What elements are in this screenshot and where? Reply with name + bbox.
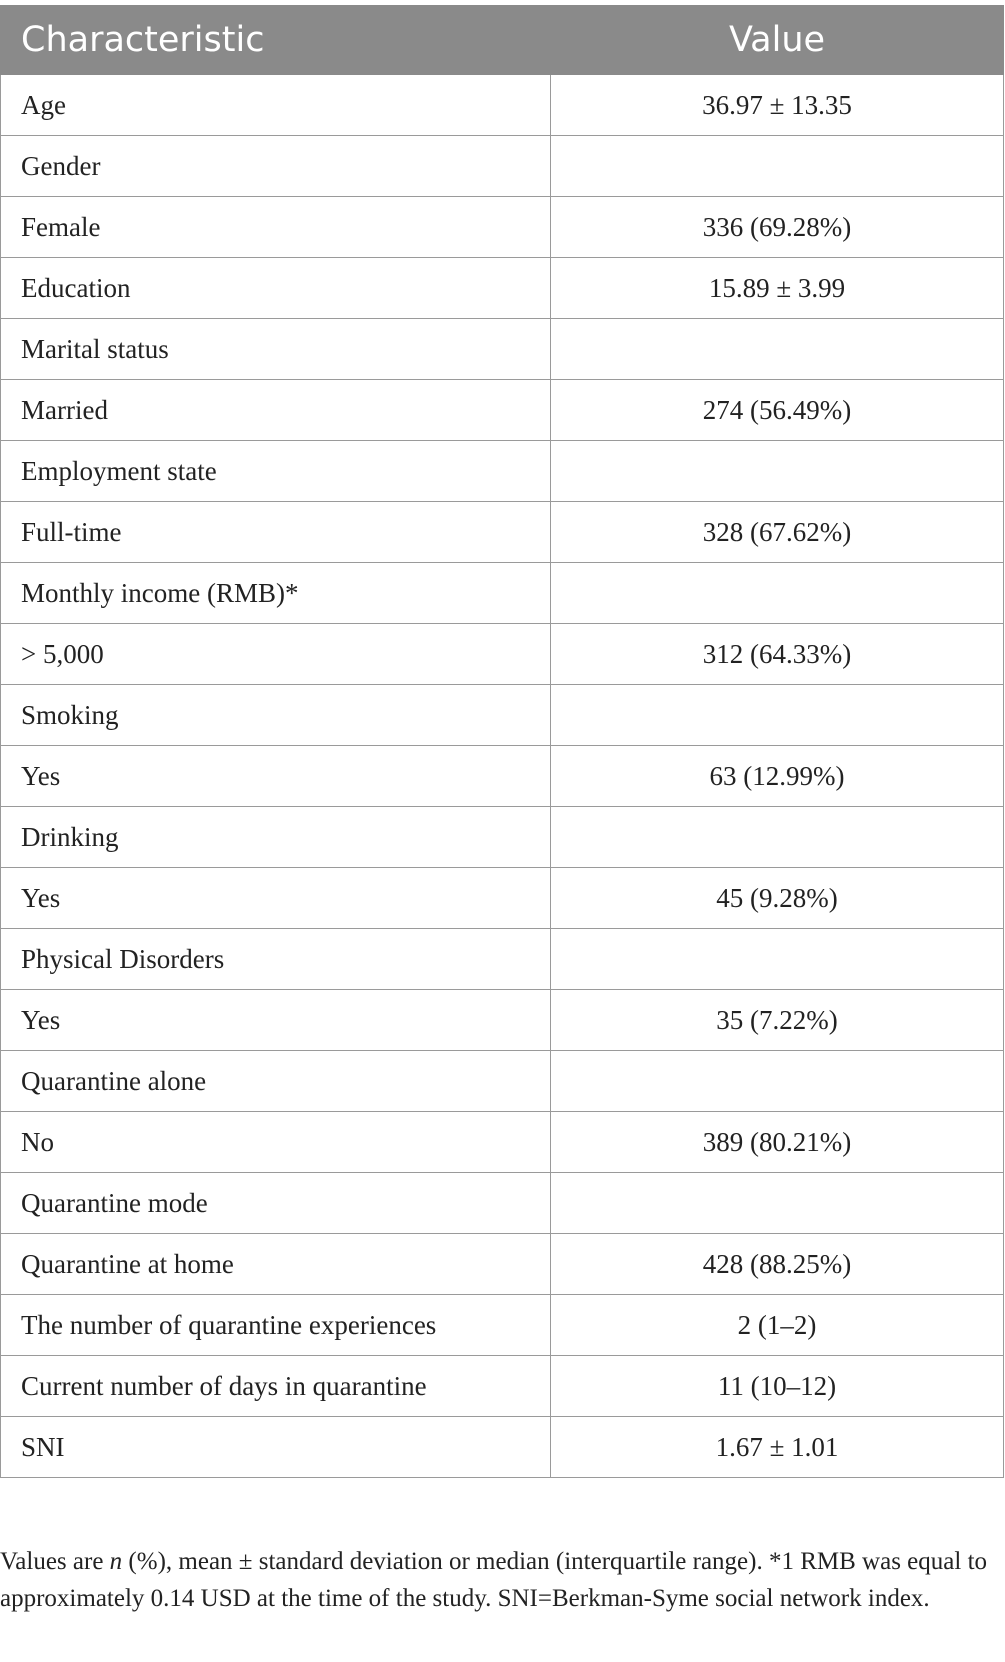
table-row — [1, 563, 1004, 624]
cell-value: 15.89 ± 3.99 — [551, 258, 1004, 319]
cell-value — [551, 685, 1004, 746]
cell-value: 389 (80.21%) — [551, 1112, 1004, 1173]
table-row — [1, 929, 1004, 990]
cell-value: 1.67 ± 1.01 — [551, 1417, 1004, 1478]
cell-value: 328 (67.62%) — [551, 502, 1004, 563]
cell-characteristic: Quarantine alone — [1, 1051, 551, 1112]
cell-value: 45 (9.28%) — [551, 868, 1004, 929]
cell-characteristic: Yes — [1, 990, 551, 1051]
cell-characteristic: SNI — [1, 1417, 551, 1478]
cell-value: 11 (10–12) — [551, 1356, 1004, 1417]
cell-characteristic: Education — [1, 258, 551, 319]
cell-value: 36.97 ± 13.35 — [551, 75, 1004, 136]
table-row — [1, 1051, 1004, 1112]
header-value: Value — [551, 6, 1004, 75]
cell-characteristic: Yes — [1, 746, 551, 807]
table-row — [1, 807, 1004, 868]
cell-characteristic: Physical Disorders — [1, 929, 551, 990]
cell-characteristic: Age — [1, 75, 551, 136]
cell-value: 428 (88.25%) — [551, 1234, 1004, 1295]
cell-value — [551, 1173, 1004, 1234]
table-row — [1, 197, 1004, 258]
table-row — [1, 441, 1004, 502]
table-row — [1, 319, 1004, 380]
table-row — [1, 75, 1004, 136]
footnote-italic-n: n — [109, 1548, 123, 1575]
table-row — [1, 136, 1004, 197]
cell-characteristic: Smoking — [1, 685, 551, 746]
cell-characteristic: Full-time — [1, 502, 551, 563]
cell-value: 312 (64.33%) — [551, 624, 1004, 685]
cell-value: 336 (69.28%) — [551, 197, 1004, 258]
cell-value — [551, 319, 1004, 380]
table-row — [1, 624, 1004, 685]
table-row — [1, 685, 1004, 746]
cell-value: 35 (7.22%) — [551, 990, 1004, 1051]
cell-value: 274 (56.49%) — [551, 380, 1004, 441]
cell-characteristic: No — [1, 1112, 551, 1173]
footnote-text: (%), mean ± standard deviation or median (interquartile range). *1 RMB was equal to approximately 0.14 USD at the time of the study. SNI=Berkman-Syme social network index. — [0, 1548, 988, 1612]
cell-characteristic: Quarantine mode — [1, 1173, 551, 1234]
cell-characteristic: Current number of days in quarantine — [1, 1356, 551, 1417]
footnote-prefix: Values are — [0, 1548, 110, 1575]
characteristics-table — [0, 5, 1004, 1478]
table-body — [1, 75, 1004, 1478]
cell-value — [551, 807, 1004, 868]
table-row — [1, 502, 1004, 563]
table-row — [1, 990, 1004, 1051]
table-row — [1, 380, 1004, 441]
header-characteristic: Characteristic — [1, 6, 551, 75]
cell-value: 2 (1–2) — [551, 1295, 1004, 1356]
cell-characteristic: Monthly income (RMB)* — [1, 563, 551, 624]
table-row — [1, 1112, 1004, 1173]
characteristics-table-container — [0, 5, 1003, 1478]
cell-characteristic: The number of quarantine experiences — [1, 1295, 551, 1356]
table-row — [1, 868, 1004, 929]
table-footnote — [0, 1543, 1000, 1617]
cell-characteristic: Married — [1, 380, 551, 441]
cell-value — [551, 563, 1004, 624]
cell-characteristic: Quarantine at home — [1, 1234, 551, 1295]
table-row — [1, 746, 1004, 807]
cell-characteristic: Employment state — [1, 441, 551, 502]
cell-value — [551, 929, 1004, 990]
table-row — [1, 1295, 1004, 1356]
cell-value: 63 (12.99%) — [551, 746, 1004, 807]
table-row — [1, 258, 1004, 319]
table-row — [1, 1356, 1004, 1417]
cell-characteristic: > 5,000 — [1, 624, 551, 685]
cell-value — [551, 136, 1004, 197]
cell-characteristic: Marital status — [1, 319, 551, 380]
cell-value — [551, 1051, 1004, 1112]
cell-characteristic: Gender — [1, 136, 551, 197]
cell-characteristic: Female — [1, 197, 551, 258]
cell-characteristic: Drinking — [1, 807, 551, 868]
table-row — [1, 1173, 1004, 1234]
cell-characteristic: Yes — [1, 868, 551, 929]
table-row — [1, 1417, 1004, 1478]
table-row — [1, 1234, 1004, 1295]
header-row — [1, 6, 1004, 75]
table-header — [1, 6, 1004, 75]
cell-value — [551, 441, 1004, 502]
